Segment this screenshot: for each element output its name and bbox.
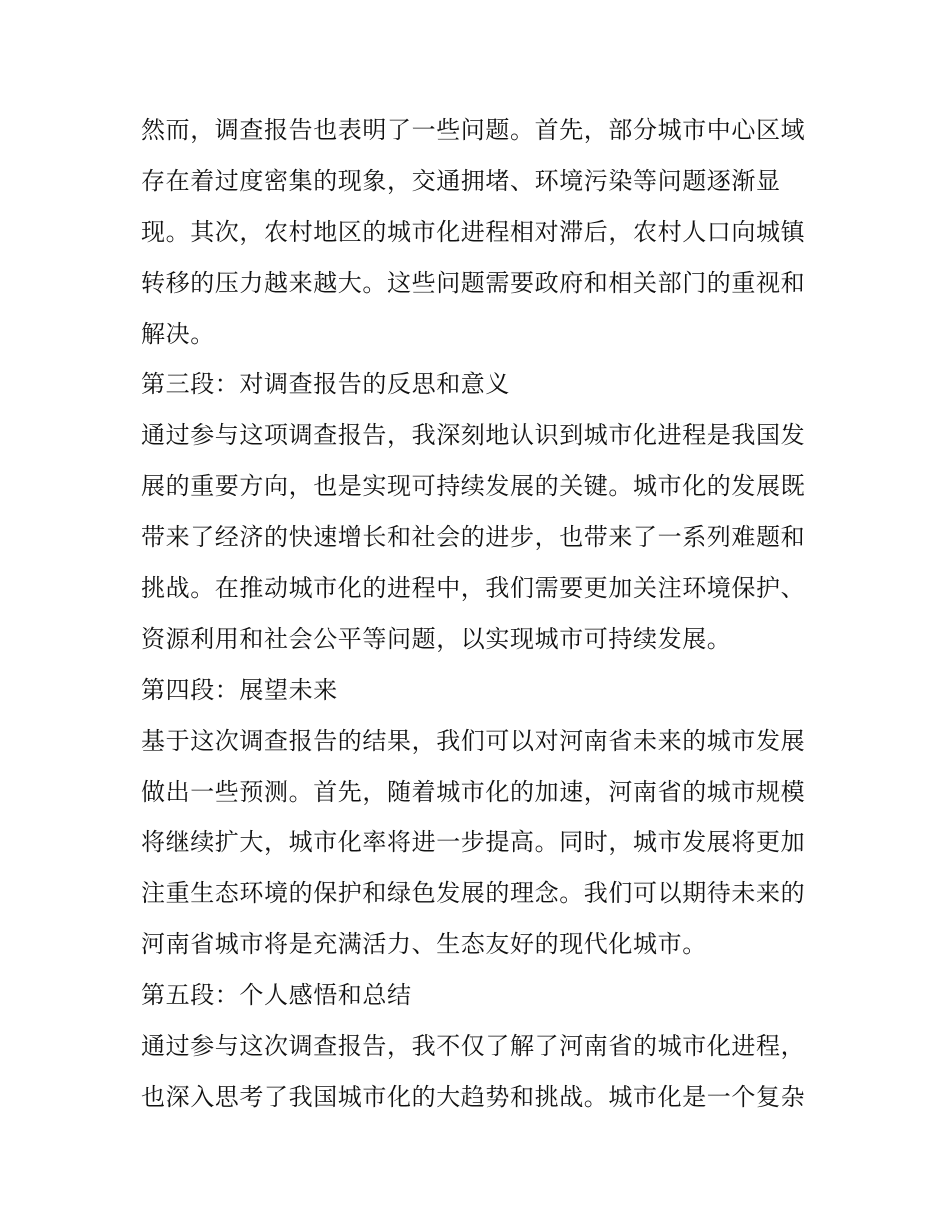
text-line: 基于这次调查报告的结果，我们可以对河南省未来的城市发展 [141,726,806,755]
text-line: 河南省城市将是充满活力、生态友好的现代化城市。 [141,930,707,959]
text-line: 也深入思考了我国城市化的大趋势和挑战。城市化是一个复杂 [141,1082,806,1111]
text-line: 将继续扩大，城市化率将进一步提高。同时，城市发展将更加 [141,828,806,857]
text-line: 转移的压力越来越大。这些问题需要政府和相关部门的重视和 [141,268,806,297]
text-line: 然而，调查报告也表明了一些问题。首先，部分城市中心区域 [141,116,806,144]
text-line: 通过参与这次调查报告，我不仅了解了河南省的城市化进程， [141,1032,806,1061]
text-line: 解决。 [141,319,215,348]
text-line: 注重生态环境的保护和绿色发展的理念。我们可以期待未来的 [141,879,806,908]
text-line: 挑战。在推动城市化的进程中，我们需要更加关注环境保护、 [141,574,806,603]
text-line: 展的重要方向，也是实现可持续发展的关键。城市化的发展既 [141,472,806,501]
text-line: 做出一些预测。首先，随着城市化的加速，河南省的城市规模 [141,777,806,806]
text-line: 资源利用和社会公平等问题，以实现城市可持续发展。 [141,624,732,653]
section-heading: 第五段：个人感悟和总结 [141,981,412,1010]
text-line: 存在着过度密集的现象，交通拥堵、环境污染等问题逐渐显 [141,166,781,195]
section-heading: 第三段：对调查报告的反思和意义 [141,370,510,399]
text-line: 带来了经济的快速增长和社会的进步，也带来了一系列难题和 [141,523,806,552]
document-body [141,105,813,1123]
section-heading: 第四段：展望未来 [141,675,338,704]
text-line: 现。其次，农村地区的城市化进程相对滞后，农村人口向城镇 [141,217,806,246]
text-line: 通过参与这项调查报告，我深刻地认识到城市化进程是我国发 [141,421,806,450]
